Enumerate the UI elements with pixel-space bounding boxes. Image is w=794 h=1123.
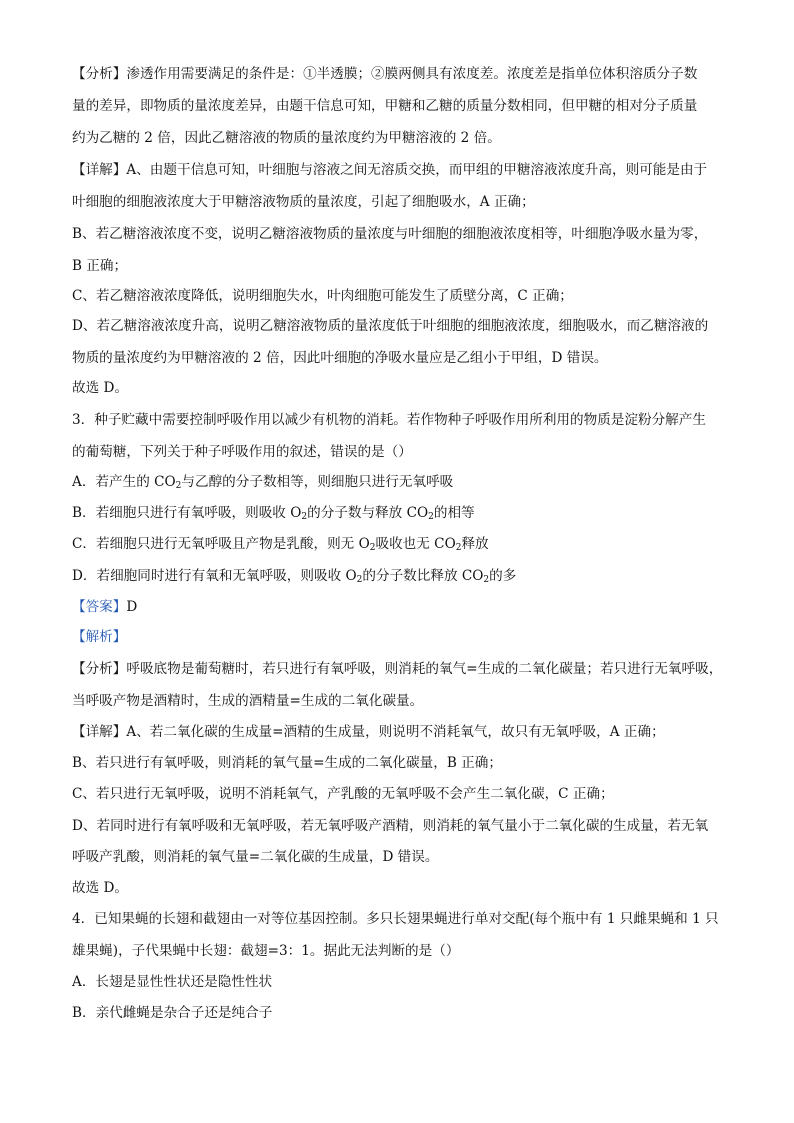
q3-option-c xyxy=(72,534,489,558)
q3-option-a-text-end: 与乙醇的分子数相等，则细胞只进行无氧呼吸 xyxy=(181,474,454,490)
q3-analysis-line-2: 当呼吸产物是酒精时，生成的酒精量=生成的二氧化碳量。 xyxy=(72,693,424,709)
q2-detail-line-3: B、若乙糖溶液浓度不变，说明乙糖溶液物质的量浓度与叶细胞的细胞液浓度相等，叶细胞净吸水量为零， xyxy=(72,226,708,242)
subscript: 2 xyxy=(301,512,308,522)
q2-detail-line-6: D、若乙糖溶液浓度升高，说明乙糖溶液物质的量浓度低于叶细胞的细胞液浓度，细胞吸水，而乙糖溶液的 xyxy=(72,318,709,334)
subscript: 2 xyxy=(455,543,462,553)
subscript: 2 xyxy=(369,543,376,553)
q3-answer xyxy=(72,597,137,617)
q3-option-c-text: C．若细胞只进行无氧呼吸且产物是乳酸，则无 O xyxy=(72,536,370,552)
q4-option-b: B．亲代雌蝇是杂合子还是纯合子 xyxy=(72,1005,273,1021)
answer-value: D xyxy=(126,599,138,615)
q2-detail-line-1: 【详解】A、由题干信息可知，叶细胞与溶液之间无溶质交换，而甲组的甲糖溶液浓度升高，则可能是由于 xyxy=(72,162,708,178)
q3-detail-line-2: B、若只进行有氧呼吸，则消耗的氧气量=生成的二氧化碳量，B 正确； xyxy=(72,755,502,771)
q3-option-b-text-mid: 的分子数与释放 CO xyxy=(307,505,429,521)
q4-stem-line-2: 雄果蝇)，子代果蝇中长翅：截翅=3：1。据此无法判断的是（） xyxy=(72,943,460,959)
q4-option-a: A．长翅是显性性状还是隐性性状 xyxy=(72,974,273,990)
subscript: 2 xyxy=(175,481,182,491)
q3-option-c-text-end: 释放 xyxy=(461,536,489,552)
q3-option-b-text: B．若细胞只进行有氧呼吸，则吸收 O xyxy=(72,505,302,521)
q3-option-d-text-end: 的多 xyxy=(489,568,517,584)
q3-stem-line-1: 3．种子贮藏中需要控制呼吸作用以减少有机物的消耗。若作物种子呼吸作用所利用的物质是淀粉分解产生 xyxy=(72,412,706,428)
q3-option-a xyxy=(72,472,453,496)
subscript: 2 xyxy=(428,512,434,522)
q3-option-b xyxy=(72,503,475,527)
q3-detail-line-3: C、若只进行无氧呼吸，说明不消耗氧气，产乳酸的无氧呼吸不会产生二氧化碳，C 正确； xyxy=(72,786,614,802)
q2-analysis-line-2: 量的差异，即物质的量浓度差异，由题干信息可知，甲糖和乙糖的质量分数相同，但甲糖的相对分子质量 xyxy=(72,98,698,114)
q3-option-c-text-mid: 吸收也无 CO xyxy=(375,536,456,552)
answer-label: 【答案】 xyxy=(72,599,127,615)
q2-detail-line-5: C、若乙糖溶液浓度降低，说明细胞失水，叶肉细胞可能发生了质壁分离，C 正确； xyxy=(72,288,573,304)
q3-stem-line-2: 的葡萄糖，下列关于种子呼吸作用的叙述，错误的是（） xyxy=(72,444,412,460)
q3-option-b-text-end: 的相等 xyxy=(433,505,475,521)
q2-analysis-line-3: 约为乙糖的 2 倍，因此乙糖溶液的物质的量浓度约为甲糖溶液的 2 倍。 xyxy=(72,130,501,146)
q2-analysis-line-1: 【分析】渗透作用需要满足的条件是：①半透膜；②膜两侧具有浓度差。浓度差是指单位体积溶质分子数 xyxy=(72,66,698,82)
q3-option-d xyxy=(72,566,516,590)
q3-detail-line-4: D、若同时进行有氧呼吸和无氧呼吸，若无氧呼吸产酒精，则消耗的氧气量小于二氧化碳的生成量，若无氧 xyxy=(72,818,709,834)
q3-option-d-text: D．若细胞同时进行有氧和无氧呼吸，则吸收 O xyxy=(72,568,357,584)
analysis-label: 【解析】 xyxy=(72,629,127,645)
q3-option-d-text-mid: 的分子数比释放 CO xyxy=(362,568,484,584)
q2-detail-line-4: B 正确； xyxy=(72,258,128,274)
subscript: 2 xyxy=(483,575,490,585)
q3-detail-line-5: 呼吸产乳酸，则消耗的氧气量=二氧化碳的生成量，D 错误。 xyxy=(72,849,439,865)
q2-conclusion: 故选 D。 xyxy=(72,380,129,396)
q2-detail-line-2: 叶细胞的细胞液浓度大于甲糖溶液物质的量浓度，引起了细胞吸水，A 正确； xyxy=(72,194,535,210)
q4-stem-line-1: 4．已知果蝇的长翅和截翅由一对等位基因控制。多只长翅果蝇进行单对交配(每个瓶中有 1 只雌果蝇和 1 只 xyxy=(72,911,719,927)
q3-detail-line-1: 【详解】A、若二氧化碳的生成量=酒精的生成量，则说明不消耗氧气，故只有无氧呼吸，A 正确； xyxy=(72,724,665,740)
q3-analysis-line-1: 【分析】呼吸底物是葡萄糖时，若只进行有氧呼吸，则消耗的氧气=生成的二氧化碳量；若只进行无氧呼吸， xyxy=(72,661,723,677)
q2-detail-line-7: 物质的量浓度约为甲糖溶液的 2 倍，因此叶细胞的净吸水量应是乙组小于甲组，D 错误。 xyxy=(72,350,608,366)
q3-option-a-text: A．若产生的 CO xyxy=(72,474,176,490)
subscript: 2 xyxy=(356,575,363,585)
q3-conclusion: 故选 D。 xyxy=(72,880,129,896)
